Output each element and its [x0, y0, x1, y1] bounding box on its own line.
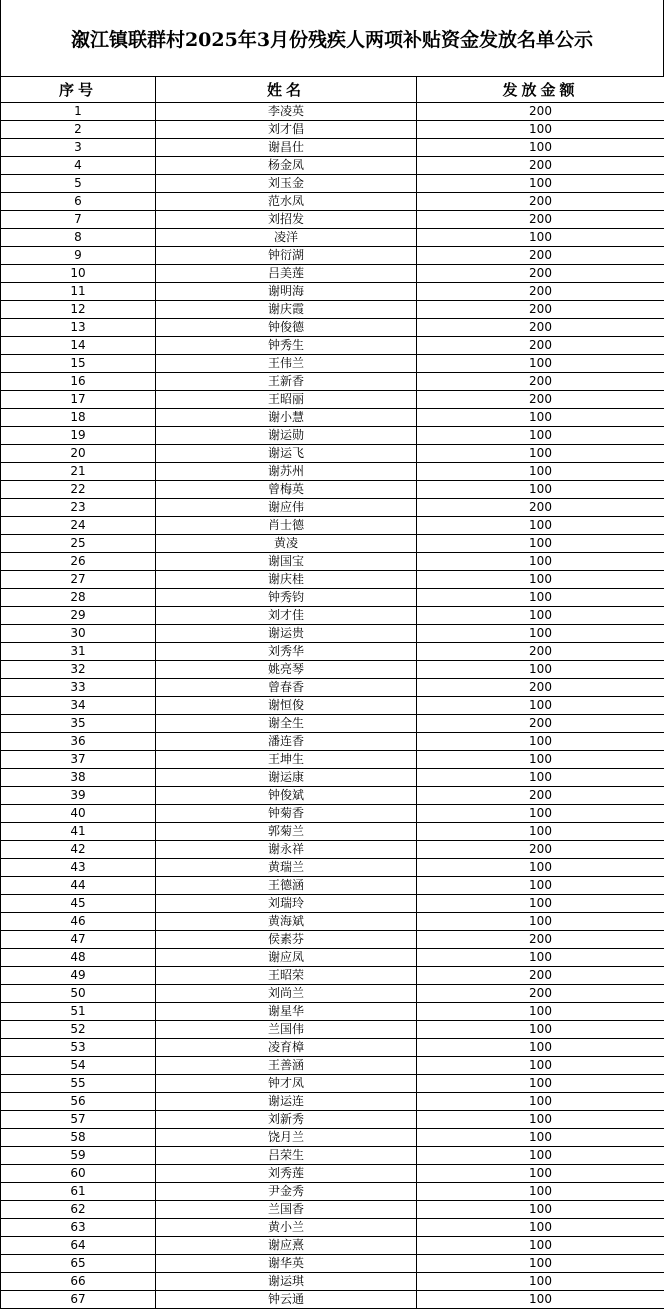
- cell-name: 吕美莲: [156, 265, 417, 283]
- cell-serial-number: 37: [1, 751, 156, 769]
- cell-amount: 200: [417, 319, 664, 337]
- page-title: 溆江镇联群村2025年3月份残疾人两项补贴资金发放名单公示: [0, 0, 664, 76]
- cell-serial-number: 39: [1, 787, 156, 805]
- cell-name: 谢恒俊: [156, 697, 417, 715]
- table-row: [1, 1021, 664, 1039]
- table-row: [1, 661, 664, 679]
- cell-name: 李凌英: [156, 103, 417, 121]
- cell-serial-number: 61: [1, 1183, 156, 1201]
- header-amount: 发放金额: [417, 77, 664, 103]
- cell-amount: 100: [417, 805, 664, 823]
- cell-serial-number: 31: [1, 643, 156, 661]
- cell-amount: 100: [417, 823, 664, 841]
- cell-amount: 100: [417, 1273, 664, 1291]
- cell-serial-number: 21: [1, 463, 156, 481]
- cell-name: 饶月兰: [156, 1129, 417, 1147]
- cell-amount: 200: [417, 679, 664, 697]
- cell-name: 吕荣生: [156, 1147, 417, 1165]
- cell-name: 刘才倡: [156, 121, 417, 139]
- table-row: [1, 139, 664, 157]
- table-row: [1, 499, 664, 517]
- cell-serial-number: 54: [1, 1057, 156, 1075]
- table-row: [1, 265, 664, 283]
- cell-serial-number: 15: [1, 355, 156, 373]
- table-header: [1, 77, 664, 103]
- cell-name: 谢明海: [156, 283, 417, 301]
- table-row: [1, 1219, 664, 1237]
- cell-serial-number: 22: [1, 481, 156, 499]
- cell-amount: 100: [417, 427, 664, 445]
- table-row: [1, 409, 664, 427]
- cell-name: 刘玉金: [156, 175, 417, 193]
- cell-amount: 200: [417, 787, 664, 805]
- cell-name: 范水凤: [156, 193, 417, 211]
- cell-name: 钟菊香: [156, 805, 417, 823]
- table-row: [1, 157, 664, 175]
- cell-name: 黄凌: [156, 535, 417, 553]
- table-row: [1, 751, 664, 769]
- cell-serial-number: 55: [1, 1075, 156, 1093]
- table-row: [1, 877, 664, 895]
- cell-serial-number: 44: [1, 877, 156, 895]
- cell-name: 谢运康: [156, 769, 417, 787]
- table-row: [1, 481, 664, 499]
- cell-name: 姚亮琴: [156, 661, 417, 679]
- cell-amount: 100: [417, 1201, 664, 1219]
- cell-amount: 100: [417, 229, 664, 247]
- cell-amount: 200: [417, 103, 664, 121]
- table-row: [1, 643, 664, 661]
- cell-name: 黄海斌: [156, 913, 417, 931]
- table-row: [1, 1075, 664, 1093]
- table-row: [1, 715, 664, 733]
- cell-serial-number: 67: [1, 1291, 156, 1309]
- cell-name: 刘秀华: [156, 643, 417, 661]
- table-row: [1, 859, 664, 877]
- cell-amount: 200: [417, 193, 664, 211]
- cell-name: 侯素芬: [156, 931, 417, 949]
- cell-name: 肖士德: [156, 517, 417, 535]
- cell-name: 曾春香: [156, 679, 417, 697]
- table-row: [1, 1237, 664, 1255]
- table-row: [1, 517, 664, 535]
- cell-serial-number: 7: [1, 211, 156, 229]
- table-row: [1, 607, 664, 625]
- cell-amount: 200: [417, 841, 664, 859]
- cell-amount: 200: [417, 985, 664, 1003]
- table-row: [1, 1255, 664, 1273]
- cell-amount: 100: [417, 913, 664, 931]
- table-row: [1, 445, 664, 463]
- table-row: [1, 589, 664, 607]
- cell-serial-number: 34: [1, 697, 156, 715]
- table-row: [1, 373, 664, 391]
- cell-amount: 200: [417, 301, 664, 319]
- cell-serial-number: 60: [1, 1165, 156, 1183]
- cell-name: 钟秀生: [156, 337, 417, 355]
- table-row: [1, 427, 664, 445]
- cell-name: 谢苏州: [156, 463, 417, 481]
- cell-name: 王昭荣: [156, 967, 417, 985]
- cell-name: 谢运连: [156, 1093, 417, 1111]
- cell-serial-number: 53: [1, 1039, 156, 1057]
- table-row: [1, 1111, 664, 1129]
- cell-serial-number: 57: [1, 1111, 156, 1129]
- cell-serial-number: 24: [1, 517, 156, 535]
- cell-amount: 100: [417, 463, 664, 481]
- table-row: [1, 697, 664, 715]
- cell-serial-number: 1: [1, 103, 156, 121]
- cell-name: 王伟兰: [156, 355, 417, 373]
- cell-serial-number: 64: [1, 1237, 156, 1255]
- cell-serial-number: 9: [1, 247, 156, 265]
- cell-serial-number: 23: [1, 499, 156, 517]
- cell-name: 兰国伟: [156, 1021, 417, 1039]
- cell-serial-number: 32: [1, 661, 156, 679]
- cell-amount: 100: [417, 409, 664, 427]
- cell-amount: 100: [417, 625, 664, 643]
- cell-name: 王德涵: [156, 877, 417, 895]
- cell-amount: 100: [417, 121, 664, 139]
- table-row: [1, 193, 664, 211]
- cell-name: 刘瑞玲: [156, 895, 417, 913]
- table-row: [1, 103, 664, 121]
- cell-amount: 100: [417, 1237, 664, 1255]
- cell-name: 钟秀钧: [156, 589, 417, 607]
- cell-amount: 100: [417, 751, 664, 769]
- cell-serial-number: 45: [1, 895, 156, 913]
- cell-amount: 100: [417, 697, 664, 715]
- cell-serial-number: 2: [1, 121, 156, 139]
- cell-amount: 200: [417, 211, 664, 229]
- cell-serial-number: 46: [1, 913, 156, 931]
- cell-serial-number: 42: [1, 841, 156, 859]
- cell-name: 谢庆霞: [156, 301, 417, 319]
- cell-serial-number: 63: [1, 1219, 156, 1237]
- cell-serial-number: 50: [1, 985, 156, 1003]
- cell-amount: 100: [417, 445, 664, 463]
- cell-amount: 200: [417, 391, 664, 409]
- cell-name: 谢运飞: [156, 445, 417, 463]
- cell-serial-number: 8: [1, 229, 156, 247]
- cell-amount: 100: [417, 859, 664, 877]
- table-row: [1, 949, 664, 967]
- cell-serial-number: 6: [1, 193, 156, 211]
- cell-serial-number: 26: [1, 553, 156, 571]
- cell-serial-number: 28: [1, 589, 156, 607]
- cell-serial-number: 59: [1, 1147, 156, 1165]
- cell-amount: 200: [417, 265, 664, 283]
- cell-amount: 100: [417, 877, 664, 895]
- cell-name: 刘新秀: [156, 1111, 417, 1129]
- cell-serial-number: 35: [1, 715, 156, 733]
- cell-amount: 200: [417, 337, 664, 355]
- cell-name: 王新香: [156, 373, 417, 391]
- cell-amount: 100: [417, 895, 664, 913]
- cell-name: 钟俊斌: [156, 787, 417, 805]
- cell-amount: 100: [417, 1111, 664, 1129]
- table-row: [1, 733, 664, 751]
- table-row: [1, 337, 664, 355]
- header-name: 姓名: [156, 77, 417, 103]
- cell-serial-number: 27: [1, 571, 156, 589]
- cell-name: 钟云通: [156, 1291, 417, 1309]
- cell-name: 刘才佳: [156, 607, 417, 625]
- cell-name: 尹金秀: [156, 1183, 417, 1201]
- cell-serial-number: 29: [1, 607, 156, 625]
- cell-name: 谢应熹: [156, 1237, 417, 1255]
- table-row: [1, 553, 664, 571]
- cell-amount: 100: [417, 1039, 664, 1057]
- cell-amount: 100: [417, 175, 664, 193]
- cell-amount: 100: [417, 769, 664, 787]
- subsidy-table: [0, 76, 664, 1309]
- cell-amount: 200: [417, 967, 664, 985]
- cell-serial-number: 19: [1, 427, 156, 445]
- cell-amount: 200: [417, 643, 664, 661]
- table-row: [1, 247, 664, 265]
- cell-amount: 100: [417, 1003, 664, 1021]
- table-row: [1, 175, 664, 193]
- cell-serial-number: 49: [1, 967, 156, 985]
- cell-amount: 100: [417, 1093, 664, 1111]
- cell-amount: 100: [417, 1075, 664, 1093]
- table-row: [1, 121, 664, 139]
- cell-serial-number: 3: [1, 139, 156, 157]
- cell-serial-number: 66: [1, 1273, 156, 1291]
- cell-amount: 100: [417, 607, 664, 625]
- table-row: [1, 301, 664, 319]
- cell-serial-number: 65: [1, 1255, 156, 1273]
- cell-serial-number: 16: [1, 373, 156, 391]
- cell-amount: 100: [417, 139, 664, 157]
- table-row: [1, 931, 664, 949]
- cell-serial-number: 43: [1, 859, 156, 877]
- cell-amount: 200: [417, 931, 664, 949]
- cell-serial-number: 30: [1, 625, 156, 643]
- cell-amount: 100: [417, 481, 664, 499]
- cell-amount: 100: [417, 571, 664, 589]
- table-row: [1, 895, 664, 913]
- cell-serial-number: 25: [1, 535, 156, 553]
- cell-name: 钟才凤: [156, 1075, 417, 1093]
- cell-name: 谢小慧: [156, 409, 417, 427]
- cell-name: 凌育樟: [156, 1039, 417, 1057]
- cell-amount: 200: [417, 283, 664, 301]
- cell-serial-number: 5: [1, 175, 156, 193]
- cell-amount: 100: [417, 535, 664, 553]
- cell-name: 黄瑞兰: [156, 859, 417, 877]
- cell-name: 谢应伟: [156, 499, 417, 517]
- header-serial-number: 序号: [1, 77, 156, 103]
- cell-amount: 200: [417, 373, 664, 391]
- table-row: [1, 283, 664, 301]
- table-row: [1, 1165, 664, 1183]
- cell-amount: 100: [417, 1291, 664, 1309]
- cell-amount: 100: [417, 589, 664, 607]
- cell-serial-number: 41: [1, 823, 156, 841]
- table-row: [1, 787, 664, 805]
- table-row: [1, 913, 664, 931]
- cell-serial-number: 4: [1, 157, 156, 175]
- cell-name: 谢运贵: [156, 625, 417, 643]
- cell-amount: 100: [417, 1057, 664, 1075]
- cell-name: 谢全生: [156, 715, 417, 733]
- cell-name: 曾梅英: [156, 481, 417, 499]
- cell-serial-number: 17: [1, 391, 156, 409]
- table-row: [1, 625, 664, 643]
- cell-serial-number: 18: [1, 409, 156, 427]
- cell-amount: 100: [417, 517, 664, 535]
- table-row: [1, 1129, 664, 1147]
- cell-amount: 100: [417, 1147, 664, 1165]
- cell-amount: 100: [417, 1255, 664, 1273]
- table-row: [1, 679, 664, 697]
- table-row: [1, 463, 664, 481]
- cell-name: 谢星华: [156, 1003, 417, 1021]
- table-row: [1, 1057, 664, 1075]
- cell-amount: 100: [417, 949, 664, 967]
- cell-serial-number: 58: [1, 1129, 156, 1147]
- table-row: [1, 1093, 664, 1111]
- cell-serial-number: 20: [1, 445, 156, 463]
- table-row: [1, 1039, 664, 1057]
- cell-serial-number: 11: [1, 283, 156, 301]
- cell-serial-number: 47: [1, 931, 156, 949]
- table-row: [1, 211, 664, 229]
- cell-amount: 100: [417, 1129, 664, 1147]
- cell-amount: 100: [417, 1219, 664, 1237]
- cell-name: 凌洋: [156, 229, 417, 247]
- cell-name: 钟俊德: [156, 319, 417, 337]
- cell-name: 谢运勋: [156, 427, 417, 445]
- cell-name: 谢国宝: [156, 553, 417, 571]
- cell-serial-number: 10: [1, 265, 156, 283]
- cell-serial-number: 14: [1, 337, 156, 355]
- cell-name: 谢庆桂: [156, 571, 417, 589]
- cell-name: 刘秀莲: [156, 1165, 417, 1183]
- table-row: [1, 1273, 664, 1291]
- cell-name: 郭菊兰: [156, 823, 417, 841]
- cell-name: 黄小兰: [156, 1219, 417, 1237]
- cell-serial-number: 12: [1, 301, 156, 319]
- table-row: [1, 985, 664, 1003]
- cell-name: 兰国香: [156, 1201, 417, 1219]
- table-row: [1, 1291, 664, 1309]
- cell-serial-number: 13: [1, 319, 156, 337]
- cell-serial-number: 36: [1, 733, 156, 751]
- cell-amount: 200: [417, 247, 664, 265]
- cell-serial-number: 38: [1, 769, 156, 787]
- cell-amount: 100: [417, 1021, 664, 1039]
- cell-amount: 200: [417, 499, 664, 517]
- table-row: [1, 1147, 664, 1165]
- header-row: [1, 77, 664, 103]
- cell-name: 谢华英: [156, 1255, 417, 1273]
- cell-amount: 100: [417, 553, 664, 571]
- table-row: [1, 1201, 664, 1219]
- cell-name: 谢运琪: [156, 1273, 417, 1291]
- cell-name: 王善涵: [156, 1057, 417, 1075]
- cell-amount: 200: [417, 715, 664, 733]
- cell-amount: 100: [417, 355, 664, 373]
- cell-name: 谢昌仕: [156, 139, 417, 157]
- cell-name: 王坤生: [156, 751, 417, 769]
- cell-amount: 100: [417, 661, 664, 679]
- table-row: [1, 319, 664, 337]
- cell-serial-number: 62: [1, 1201, 156, 1219]
- cell-name: 杨金凤: [156, 157, 417, 175]
- cell-name: 刘招发: [156, 211, 417, 229]
- cell-name: 王昭丽: [156, 391, 417, 409]
- cell-serial-number: 48: [1, 949, 156, 967]
- table-row: [1, 355, 664, 373]
- cell-serial-number: 40: [1, 805, 156, 823]
- table-row: [1, 535, 664, 553]
- table-row: [1, 391, 664, 409]
- table-row: [1, 1183, 664, 1201]
- table-row: [1, 841, 664, 859]
- cell-amount: 100: [417, 733, 664, 751]
- cell-name: 谢应凤: [156, 949, 417, 967]
- table-row: [1, 229, 664, 247]
- table-row: [1, 769, 664, 787]
- table-row: [1, 967, 664, 985]
- cell-amount: 100: [417, 1183, 664, 1201]
- table-body: [1, 103, 664, 1309]
- cell-name: 潘连香: [156, 733, 417, 751]
- table-row: [1, 823, 664, 841]
- cell-name: 谢永祥: [156, 841, 417, 859]
- cell-name: 钟衍湖: [156, 247, 417, 265]
- cell-serial-number: 52: [1, 1021, 156, 1039]
- cell-name: 刘尚兰: [156, 985, 417, 1003]
- cell-amount: 100: [417, 1165, 664, 1183]
- cell-serial-number: 51: [1, 1003, 156, 1021]
- table-row: [1, 805, 664, 823]
- cell-serial-number: 33: [1, 679, 156, 697]
- cell-amount: 200: [417, 157, 664, 175]
- table-row: [1, 571, 664, 589]
- cell-serial-number: 56: [1, 1093, 156, 1111]
- table-row: [1, 1003, 664, 1021]
